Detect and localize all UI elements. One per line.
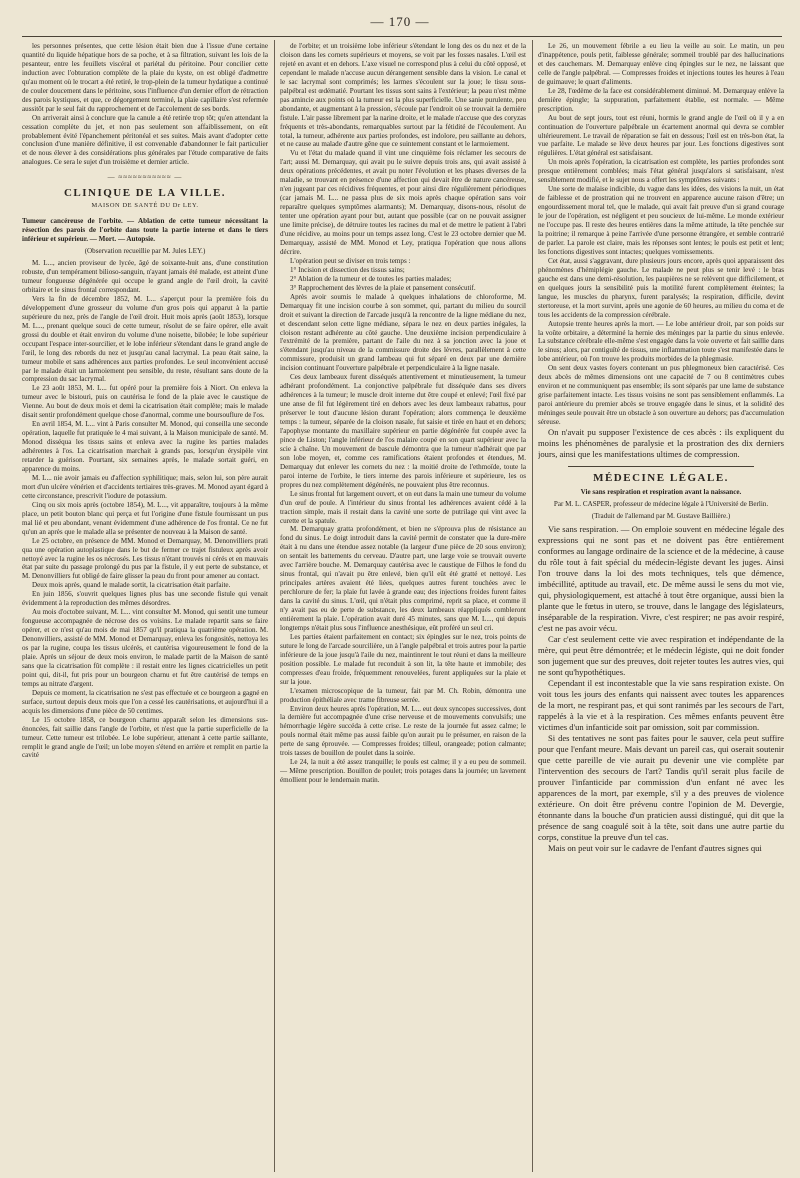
paragraph: Au bout de sept jours, tout est réuni, hormis le grand angle de l'œil où il y a en continuation de l'ouverture palpébrale un écartement anormal qui devra se combler ultérieurement. Le travail de réparation se fait en dessous; l'œil est en très-bon état, la vue parfaite. Le malade se lève deux heures par jour. Les fonctions digestives sont régulières. L'état général est satisfaisant.	[538, 113, 784, 158]
paragraph: En avril 1854, M. L... vint à Paris consulter M. Monod, qui conseilla une seconde opération, laquelle fut pratiquée le 4 mai suivant, à la Maison municipale de santé. M. Monod disséqua les tissus sains et enleva avec la rugine les parties malades adhérentes à l'os. La cicatrisation marchait à grands pas, lorsqu'un érysipèle vint retarder la guérison. Pourtant, six semaines après, le malade sortait guéri, en apparence du moins.	[22, 420, 268, 473]
section-title: MÉDECINE LÉGALE.	[593, 471, 729, 484]
paragraph: Si des tentatives ne sont pas faites pour le sauver, cela peut suffire pour que l'enfant meure. Mais devant un pareil cas, qui oserait soutenir que cette pareille de vie aurait pu devenir une vie complète par l'intervention des secours de l'art? Tandis qu'il serait plus facile de prouver l'infanticide par commission d'un enfant né avec les apparences de la mort, par exemple, s'il y a des preuves de violence extérieure. On doit être prévenu contre l'opinion de M. Devergie, étonnante dans la bouche d'un praticien aussi distingué, qui dit que la présence de sang coagulé soit à la tête, soit dans une autre partie du corps, constitue la preuve d'un tel cas.	[538, 732, 784, 842]
section-title: CLINIQUE DE LA VILLE.	[63, 187, 227, 200]
paragraph: Deux mois après, quand le malade sortit, la cicatrisation était parfaite.	[32, 581, 231, 590]
paragraph: 3° Rapprochement des lèvres de la plaie et pansement consécutif.	[290, 283, 476, 292]
paragraph: Depuis ce moment, la cicatrisation ne s'est pas effectuée et ce bourgeon a gagné en surface, surtout depuis deux mois que l'on a cessé les cautérisations, et aujourd'hui il a acquis les dimensions d'une pièce de 50 centimes.	[22, 688, 268, 715]
paragraph: Le 26, un mouvement fébrile a eu lieu la veille au soir. Le matin, un peu d'inappétence, pouls petit, faiblesse générale; sommeil troublé par des hallucinations et des cauchemars. M. Demarquay enlève cinq épingles sur le nez, ne laissant que celle de l'angle palpébral. — Compresses froides et injections toutes les heures à l'eau de guimauve; le quart d'aliments.	[538, 42, 784, 86]
paragraph: Le 25 octobre, en présence de MM. Monod et Demarquay, M. Denonvilliers prati qua une opération autoplastique dans le but de fermer ce trajet fistuleux après avoir nettoyé avec la rugine les os nécrosés. Les tissus n'étant trouvés ni cérés et en mauvais état par suite du passage prolongé du pus par la fistule, il y eut perte de substance, et M. Denonvilliers fut obligé de faire glisser la peau du front pour amener au contact.	[22, 536, 268, 581]
paragraph: On sent deux vastes foyers contenant un pus phlegmoneux bien caractérisé. Ces deux abcès de mêmes dimensions ont une capacité de 7 ou 8 centimètres cubes environ et ne communiquent pas ensemble; ils sont séparés par une lame de substance grise parfaitement intacte. Les tissus voisins ne sont pas sensiblement enflammés. La paroi antérieure du premier abcès se trouve engagée dans le sinus, et la solidité des méninges seule pouvait être un obstacle à son ouverture au dehors; pas d'accumulation séreuse.	[538, 364, 784, 427]
paragraph: M. Demarquay gratta profondément, et bien ne s'éprouva plus de résistance au fond du sinus. Le doigt introduit dans la cavité permit de constater que la dure-mère était à nu dans une étendue assez notable (la largeur d'une pièce de 20 sous environ); on sentait les battements du cerveau. D'autre part, une large voie se trouvait ouverte avec l'arrière bouche. M. Demarquay cautérisa avec le caustique de Filhos le fond du sinus frontal, qui n'avait pu être enlevé, bien qu'il eût été gratté et nettoyé. Les principales artères avaient été liées, quelques autres furent touchées avec le perchlorure de fer; la plaie fut lavée à grande eau; des injections froides furent faites dans la cavité du sinus. L'œil, qui n'était plus comprimé, reprit sa place, et comme il n'y avait pas eu de perte de substance, les deux lambeaux réappliqués combleront entièrement la plaie. L'opération avait duré 45 minutes, sans que M. L..., qui depuis longtemps n'était plus sous l'influence anesthésique, eût proféré un seul cri.	[280, 525, 526, 632]
paragraph: Le 24, la nuit a été assez tranquille; le pouls est calme; il y a eu peu de sommeil. — Même prescription. Bouillon de poulet; trois potages dans la journée; un lavement émollient pour le lendemain matin.	[280, 758, 526, 785]
paragraph: Au mois d'octobre suivant, M. L... vint consulter M. Monod, qui sentit une tumeur fongueuse accompagnée de nécrose des os voisins. Le malade repartit sans se faire opérer, et ce n'est qu'au mois de mai 1857 qu'il pratiqua la quatrième opération. M. Denonvilliers, assisté de MM. Monod et Demarquay, enleva les fongosités, nettoya les os par la rugine, coupa les tissus ulcérés, et cautérisa vigoureusement le fond de la plaie. Après un séjour de deux mois environ, le malade partit de la Maison de santé sans que la cicatrisation fût complète : il restait entre les lignes cicatricielles un petit point qui, dit-il, fut pris pour un bourgeon charnu et fut être cautérisé de temps en temps au nitrate d'argent.	[22, 608, 268, 688]
paragraph: 2° Ablation de la tumeur et de toutes les parties malades;	[290, 274, 452, 283]
paragraph: En juin 1856, s'ouvrit quelques lignes plus bas une seconde fistule qui venait évidemment à la reproduction des mêmes désordres.	[22, 590, 268, 608]
paragraph: On n'avait pu supposer l'existence de ces abcès : ils expliquent du moins les phénomènes de paralysie et la prostration des dix derniers jours, ainsi que les manifestations ultimes de compression.	[538, 426, 784, 459]
paragraph: Un mois après l'opération, la cicatrisation est complète, les parties profondes sont presque entièrement comblées; mais l'état général jusqu'alors si satisfaisant, n'est sensiblement modifié, et le sujet nous a offert les symptômes suivants :	[538, 158, 784, 185]
column-divider	[532, 40, 533, 1172]
paragraph: Vie sans respiration. — On emploie souvent en médecine légale des expressions qui ne sont pas et ne doivent pas être entièrement conformes au langage ordinaire de la science et de la médecine, à cause du rôle tout à fait spécial du médecin-légiste devant les juges. Ainsi l'on trouve dans la loi des mots techniques, tels que démence, imbécillité, aptitude au travail, etc. De même aussi le sens du mot vie, qui, physiologiquement, est attaché à tout être organique, aussi bien la plante que le fœtus in utero, se trouve, dans le langage des législateurs, inséparable de la respiration. Vivre, c'est respirer; ne pas avoir respiré, c'est ne pas avoir vécu.	[538, 523, 784, 633]
column-divider	[274, 40, 275, 1172]
paragraph: Cet état, aussi s'aggravant, dure plusieurs jours encore, après quoi apparaissent des phénomènes d'hémiplégie gauche. Le malade ne peut plus se tenir levé : le bras gauche est dans une demi-résolution, les paupières ne se relèvent que difficilement, et en quelques jours la sensibilité puis la motilité furent complètement éteintes; la langue, les muscles du pharynx, furent paralysés; la respiration, difficile, devint stertoreuse, et la mort survint, après une agonie de 60 heures, au milieu du coma et de tous les accidents de la compression cérébrale.	[538, 256, 784, 319]
paragraph: Après avoir soumis le malade à quelques inhalations de chloroforme, M. Demarquay fit une incision courbe à son sommet, qui, partant du milieu du sourcil droit et suivant la direction de l'arcade jusqu'à la rencontre de la ligne médiane du nez, et descendant selon cette ligne médiane, sépara le nez en deux parties inégales, la cloison restant adhérente au côté gauche. Une deuxième incision perpendiculaire à l'extrémité de la première, partant de l'aile du nez à sa jonction avec la joue et s'étendant jusqu'au niveau de la commissure droite des lèvres, parallèlement à cette commissure, produisit un grand lambeau qui fut séparé en deux par une dernière incision continuant l'ouverture palpébrale et perpendiculaire à la ligne nasale.	[280, 292, 526, 373]
paragraph: Cependant il est incontestable que la vie sans respiration existe. On voit tous les jours des enfants qui naissent avec toutes les apparences de la mort, ne respirant pas, et qui sont ranimés par les secours de l'art, rappelés à la vie et à la respiration. Ces mêmes enfants peuvent être victimes d'un infanticide soit par omission, soit par commission.	[538, 677, 784, 732]
column-3	[538, 42, 784, 1170]
paragraph: Mais on peut voir sur le cadavre de l'enfant d'autres signes qui	[548, 842, 762, 853]
paragraph: Une sorte de malaise indicible, du vague dans les idées, des visions la nuit, un état de faiblesse et de prostration qui ne trouvent en apparence aucune raison d'être; un engourdissement moral tel, que le malade, qui avait fait preuve d'un si grand courage le jour de l'opération, est négligent et peu soucieux de lui-même. Le monde extérieur ne l'occupe pas. Il reste des heures entières dans la même attitude, la tête penchée sur la poitrine; il remarque à peine l'arrivée d'une personne étrangère, et semble contrarié de parler. La parole est claire, mais les réponses sont lentes; le pouls est petit et lent; les fonctions digestives sont intactes; quelques vomissements.	[538, 185, 784, 256]
article-author: Par M. L. CASPER, professeur de médecine légale à l'Université de Berlin.	[553, 499, 769, 508]
page-number: — 170 —	[370, 14, 430, 29]
paragraph: les personnes présentes, que cette lésion était bien due à l'issue d'une certaine quantité du liquide hépatique hors de sa poche, et à sa filtration, suivant les lois de la pesanteur, entre les feuillets viscéral et pariétal du péritoine. Pour concilier cette induction avec l'obturation complète de la plaie du kyste, on est obligé d'admettre qu'au moment où le trocart a été retiré, le trop-plein de la tumeur hydatique a continué de couler doucement dans le péritoine, sous l'influence d'un dernier effort de rétraction des parois kystiques, et que, ce dégorgement terminé, la plaie capillaire s'est refermée aussitôt par le seul fait du rapprochement et de l'accolement de ses bords.	[22, 42, 268, 113]
header-rule	[22, 36, 782, 37]
paragraph: Autopsie trente heures après la mort. — Le lobe antérieur droit, par son poids sur la voûte orbitaire, a déterminé la hernie des méninges par la partie du sinus enlevée. La substance cérébrale elle-même s'est engagée dans la voie ouverte et fait saillie dans le sinus; alors, par contiguïté de tissus, une inflammation toute s'est manifestée dans le lobe antérieur, où l'on trouve les produits morbides de la phlegmasie.	[538, 319, 784, 364]
paragraph: Car c'est seulement cette vie avec respiration et indépendante de la mère, qui peut être démontrée; et le médecin légiste, qui ne doit fonder son jugement que sur des preuves, doit rejeter toutes les autres vies, qui ne sont qu'hypothétiques.	[538, 633, 784, 677]
section-rule	[568, 466, 754, 467]
paragraph: Les parties étaient parfaitement en contact; six épingles sur le nez, trois points de suture le long de l'arcade sourcilière, un à l'angle palpébral et trois autres pour la partie inférieure de la joue jusqu'à l'aile du nez, maintinrent le tout réuni et dans la meilleure position possible. Le malade fut reconduit à son lit, la tête haute et immobile; des compresses d'eau froide, fréquemment renouvelées, furent appliquées sur la plaie et sur la joue.	[280, 632, 526, 686]
paragraph: Vu et l'état du malade quand il vint une cinquième fois réclamer les secours de l'art; aussi M. Demarquay, qui avait pu le suivre depuis trois ans, qui avait assisté à deux opérations précédentes, et avait pu noter l'évolution et les phases diverses de la maladie, se trouvant en présence d'une affection qui devait être de nature cancéreuse, n'en jugeant par ces récidives fréquentes, et pour ainsi dire régulièrement périodiques (car jamais M. L... ne passa plus de six mois après chaque opération sans voir reparaître quelques symptômes alarmants); M. Demarquay, disons-nous, résolut de tenter une opération ayant pour but, autant que possible (car on ne pouvait assigner une limite précise), de détruire toutes les racines du mal et de mettre le patient à l'abri d'une récidive, au moins pour un temps assez long. C'est le 23 octobre dernier que M. Demarquay, assisté de MM. Monod et Ley, pratiqua l'opération que nous allons décrire.	[280, 149, 526, 256]
paragraph: Ces deux lambeaux furent disséqués attentivement et minutieusement, la tumeur adhérant profondément. La conjonctive palpébrale fut disséquée dans ses divers adhérences à la tumeur; le muscle droit interne dut être coupé et enlevé; l'œil fixé par une anse de fil fut légèrement tiré en dehors avec les deux lambeaux rabattus, pour préserver le tout d'aucune lésion durant l'opération; alors commença le deuxième temps : la tumeur, séparée de la cloison nasale, fut saisie et tirée en haut et en dehors; l'apophyse montante du maxillaire supérieur en partie dégénérée fut coupée avec la pince de Liston; l'angle inférieur de l'os malaire coupé en son quart supérieur avec la scie à chaîne. Un mouvement de bascule démontra que la tumeur n'adhérait que par son lobe moyen, et, comme ces ramifications étaient profondes et étendues, M. Demarquay dut enlever les cornets du nez : la moitié droite de l'ethmoïde, toute la paroi interne de l'orbite, le tiers interne des parois inférieure et supérieure, les os propres du nez complètement dégénérés, ne pouvaient plus être reconnus.	[280, 373, 526, 489]
paragraph: L'examen microscopique de la tumeur, fait par M. Ch. Robin, démontra une production épithéliale avec trame fibreuse serrée.	[280, 686, 526, 704]
paragraph: Le 15 octobre 1858, ce bourgeon charnu apparaît selon les dimensions sus-énoncées, fait saillie dans l'angle de l'orbite, et n'est que la partie superficielle de la tumeur. Cette tumeur est trilobée. Le lobe supérieur, attenant à cette partie saillante, remplit le grand angle de l'œil; un lobe moyen s'étend en arrière et remplit en partie la cavité	[22, 715, 268, 760]
paragraph: Le sinus frontal fut largement ouvert, et on eut dans la main une tumeur du volume d'un œuf de poule. A l'intérieur du sinus frontal les adhérences avaient cédé à la traction simple, mais il restait dans la cavité une sorte de putrilage qui vint avec la curette et la spatule.	[280, 489, 526, 525]
paragraph: Le 23 août 1853, M. L... fut opéré pour la première fois à Niort. On enleva la tumeur avec le bistouri, puis on cautérisa le fond de la plaie avec le caustique de Vienne. Au bout de deux mois et demi la cicatrisation était complète; mais le malade disait sentir profondément quelque chose d'anormal, comme une boursouflure de l'os.	[22, 384, 268, 420]
article-subject: Vie sans respiration et respiration avant la naissance.	[580, 487, 742, 496]
paragraph: de l'orbite; et un troisième lobe inférieur s'étendant le long des os du nez et de la cloison dans les cornets supérieurs et moyens, se voit par les fosses nasales. L'œil est rejeté en avant et en dehors. L'axe visuel ne correspond plus à celui du côté opposé, et cependant le malade n'accuse aucun dérangement sensible dans la vision. Le canal et le sac lacrymal sont comprimés; les larmes s'écoulent sur la joue; le tissu sous-palpébral est œdématié. Pourtant les tissus sont sains à l'extérieur; la peau n'est même pas amincie aux points où la tumeur est la plus superficielle. Une sanie purulente, peu abondante, et augmentant à la pression, s'écoule par l'endroit où se trouvait la dernière fistule. L'air passe librement par la narine droite, et le malade n'accuse que des coryzas fréquents et très-abondants, remarquables surtout par la fétidité de l'écoulement. Au total, la tumeur, adhérente aux parties profondes, est indolore, peu saillante au dehors, et ne cause au malade d'autre gêne que ce suintement constant et le larmoiement.	[280, 42, 526, 149]
paragraph: L'opération peut se diviser en trois temps :	[290, 256, 411, 265]
section-subtitle: MAISON DE SANTÉ DU Dr LEY.	[91, 202, 199, 210]
paragraph: Vers la fin de décembre 1852, M. L... s'aperçut pour la première fois du développement d'une grosseur du volume d'un gros pois qui apparut à la partie supérieure du nez, près de l'angle de l'œil droit. Huit mois après (août 1853), lorsque M. L..., prenant quelque souci de cette tumeur, résolut de se faire opérer, elle avait grossi du double et était environ du volume d'une noisette, bilobée; le lobe supérieur occupant l'espace inter-sourcilier, et le lobe inférieur s'étendant dans le grand angle de l'œil, le long des rebords du nez et jusqu'au canal lacrymal. La peau était saine, la tumeur mobile et sans adhérences aux parties profondes. Le seul inconvénient accusé par le malade était un larmoiement peu sensible, du reste, résultant sans doute de la compression du sac lacrymal.	[22, 294, 268, 384]
paragraph: Environ deux heures après l'opération, M. L... eut deux syncopes successives, dont la dernière fut accompagnée d'une crise nerveuse et de mouvements convulsifs; une hémorrhagie légère succéda à cette crise. Le reste de la journée fut assez calme; le pouls normal était même pas aussi faible qu'on aurait pu le présumer, en raison de la perte de sang éprouvée. — Compresses froides; tilleul, orangeade; potion calmante; trois tasses de bouillon de poulet dans la soirée.	[280, 704, 526, 758]
paragraph: Cinq ou six mois après (octobre 1854), M. L..., vit apparaître, toujours à la même place, un petit bouton blanc qui perça et fut l'origine d'une fistule fournissant un pus mal lié et peu abondant, venant évidemment d'une adhérence de l'os frontal. Ce ne fut qu'un an après que le malade alla se présenter de nouveau à la Maison de santé.	[22, 500, 268, 536]
paragraph: 1° Incision et dissection des tissus sains;	[290, 265, 405, 274]
paragraph: Le 28, l'œdème de la face est considérablement diminué. M. Demarquay enlève la dernière épingle; la suppuration, parfaitement établie, est normale. — Même prescription.	[538, 86, 784, 113]
observation-note: (Observation recueillie par M. Jules LEY.)	[84, 247, 206, 256]
column-2	[280, 42, 526, 1170]
paragraph: M. L..., ancien proviseur de lycée, âgé de soixante-huit ans, d'une constitution robuste, d'un tempérament bilioso-sanguin, n'ayant jamais été malade, est atteint d'une tumeur fongueuse dégénérée qui occupe le grand angle de l'œil droit, la cavité orbitaire et le sinus frontal correspondant.	[22, 259, 268, 294]
paragraph: M. L... nie avoir jamais eu d'affection syphilitique; mais, selon lui, son père aurait mort d'un ulcère vénérien et d'accidents tertiaires très-graves. M. Monod ayant égard à cette circonstance, prescrivit l'iodure de potassium.	[22, 473, 268, 500]
paragraph: On arriverait ainsi à conclure que la canule a été retirée trop tôt; qu'en attendant la cessation complète du jet, et non pas seulement son affaiblissement, on eût probablement évité l'épanchement péritonéal et ses suites. Mais avant d'adopter cette conclusion d'une manière définitive, il est convenable d'abandonner le fait particulier et de nous élever à des considérations plus générales par l'étude comparative de faits analogues. Ce sera le sujet d'un troisième et dernier article.	[22, 113, 268, 167]
ornament-divider: — ≈≈≈≈≈≈≈≈≈≈≈ —	[107, 173, 183, 182]
column-1	[22, 42, 268, 1170]
translation-note: (Traduit de l'allemand par M. Gustave Baillière.)	[591, 511, 731, 520]
case-title: Tumeur cancéreuse de l'orbite. — Ablation de cette tumeur nécessitant la résection des parois de l'orbite dans toute la partie interne et dans le tiers inférieur et supérieur. — Mort. — Autopsie.	[22, 217, 268, 244]
